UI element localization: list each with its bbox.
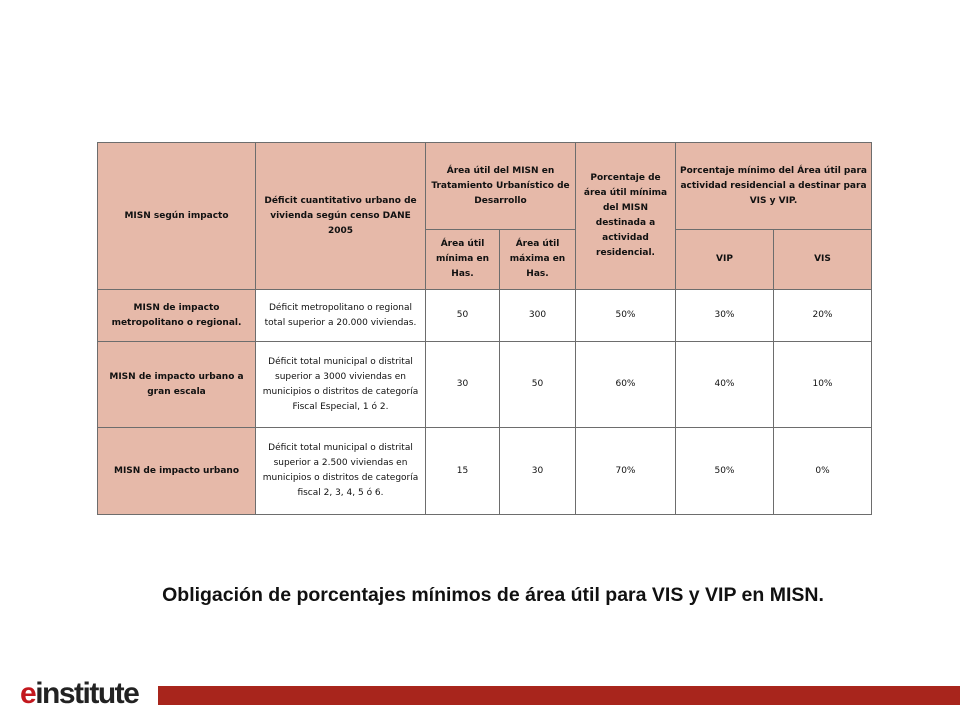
header-vis: VIS — [774, 230, 872, 290]
row-max-area: 300 — [500, 290, 576, 342]
row-vip: 40% — [676, 342, 774, 428]
row-max-area: 50 — [500, 342, 576, 428]
row-vip: 50% — [676, 428, 774, 515]
footer-bar — [158, 686, 960, 705]
header-vis-vip-percentage: Porcentaje mínimo del Área útil para actividad residencial a destinar para VIS y VIP. — [676, 143, 872, 230]
row-min-area: 30 — [426, 342, 500, 428]
header-misn-impact: MISN según impacto — [98, 143, 256, 290]
misn-table — [97, 142, 872, 515]
row-residential-pct: 60% — [576, 342, 676, 428]
row-vis: 20% — [774, 290, 872, 342]
row-vip: 30% — [676, 290, 774, 342]
slide-caption: Obligación de porcentajes mínimos de área útil para VIS y VIP en MISN. — [162, 584, 824, 606]
row-min-area: 15 — [426, 428, 500, 515]
header-useful-area: Área útil del MISN en Tratamiento Urbanístico de Desarrollo — [426, 143, 576, 230]
row-residential-pct: 50% — [576, 290, 676, 342]
row-deficit: Déficit total municipal o distrital superior a 2.500 viviendas en municipios o distritos de categoría fiscal 2, 3, 4, 5 ó 6. — [256, 428, 426, 515]
row-min-area: 50 — [426, 290, 500, 342]
logo-text: institute — [35, 677, 139, 710]
table-row — [98, 342, 872, 428]
header-min-area: Área útil mínima en Has. — [426, 230, 500, 290]
row-residential-pct: 70% — [576, 428, 676, 515]
header-residential-percentage: Porcentaje de área útil mínima del MISN destinada a actividad residencial. — [576, 143, 676, 290]
logo-e: e — [20, 677, 36, 710]
row-max-area: 30 — [500, 428, 576, 515]
table-row — [98, 290, 872, 342]
row-deficit: Déficit total municipal o distrital superior a 3000 viviendas en municipios o distritos de categoría Fiscal Especial, 1 ó 2. — [256, 342, 426, 428]
row-vis: 0% — [774, 428, 872, 515]
row-deficit: Déficit metropolitano o regional total superior a 20.000 viviendas. — [256, 290, 426, 342]
table-row — [98, 428, 872, 515]
row-impact-label: MISN de impacto urbano — [98, 428, 256, 515]
header-deficit: Déficit cuantitativo urbano de vivienda según censo DANE 2005 — [256, 143, 426, 290]
row-vis: 10% — [774, 342, 872, 428]
header-max-area: Área útil máxima en Has. — [500, 230, 576, 290]
row-impact-label: MISN de impacto metropolitano o regional. — [98, 290, 256, 342]
einstitute-logo — [20, 677, 138, 711]
header-vip: VIP — [676, 230, 774, 290]
row-impact-label: MISN de impacto urbano a gran escala — [98, 342, 256, 428]
